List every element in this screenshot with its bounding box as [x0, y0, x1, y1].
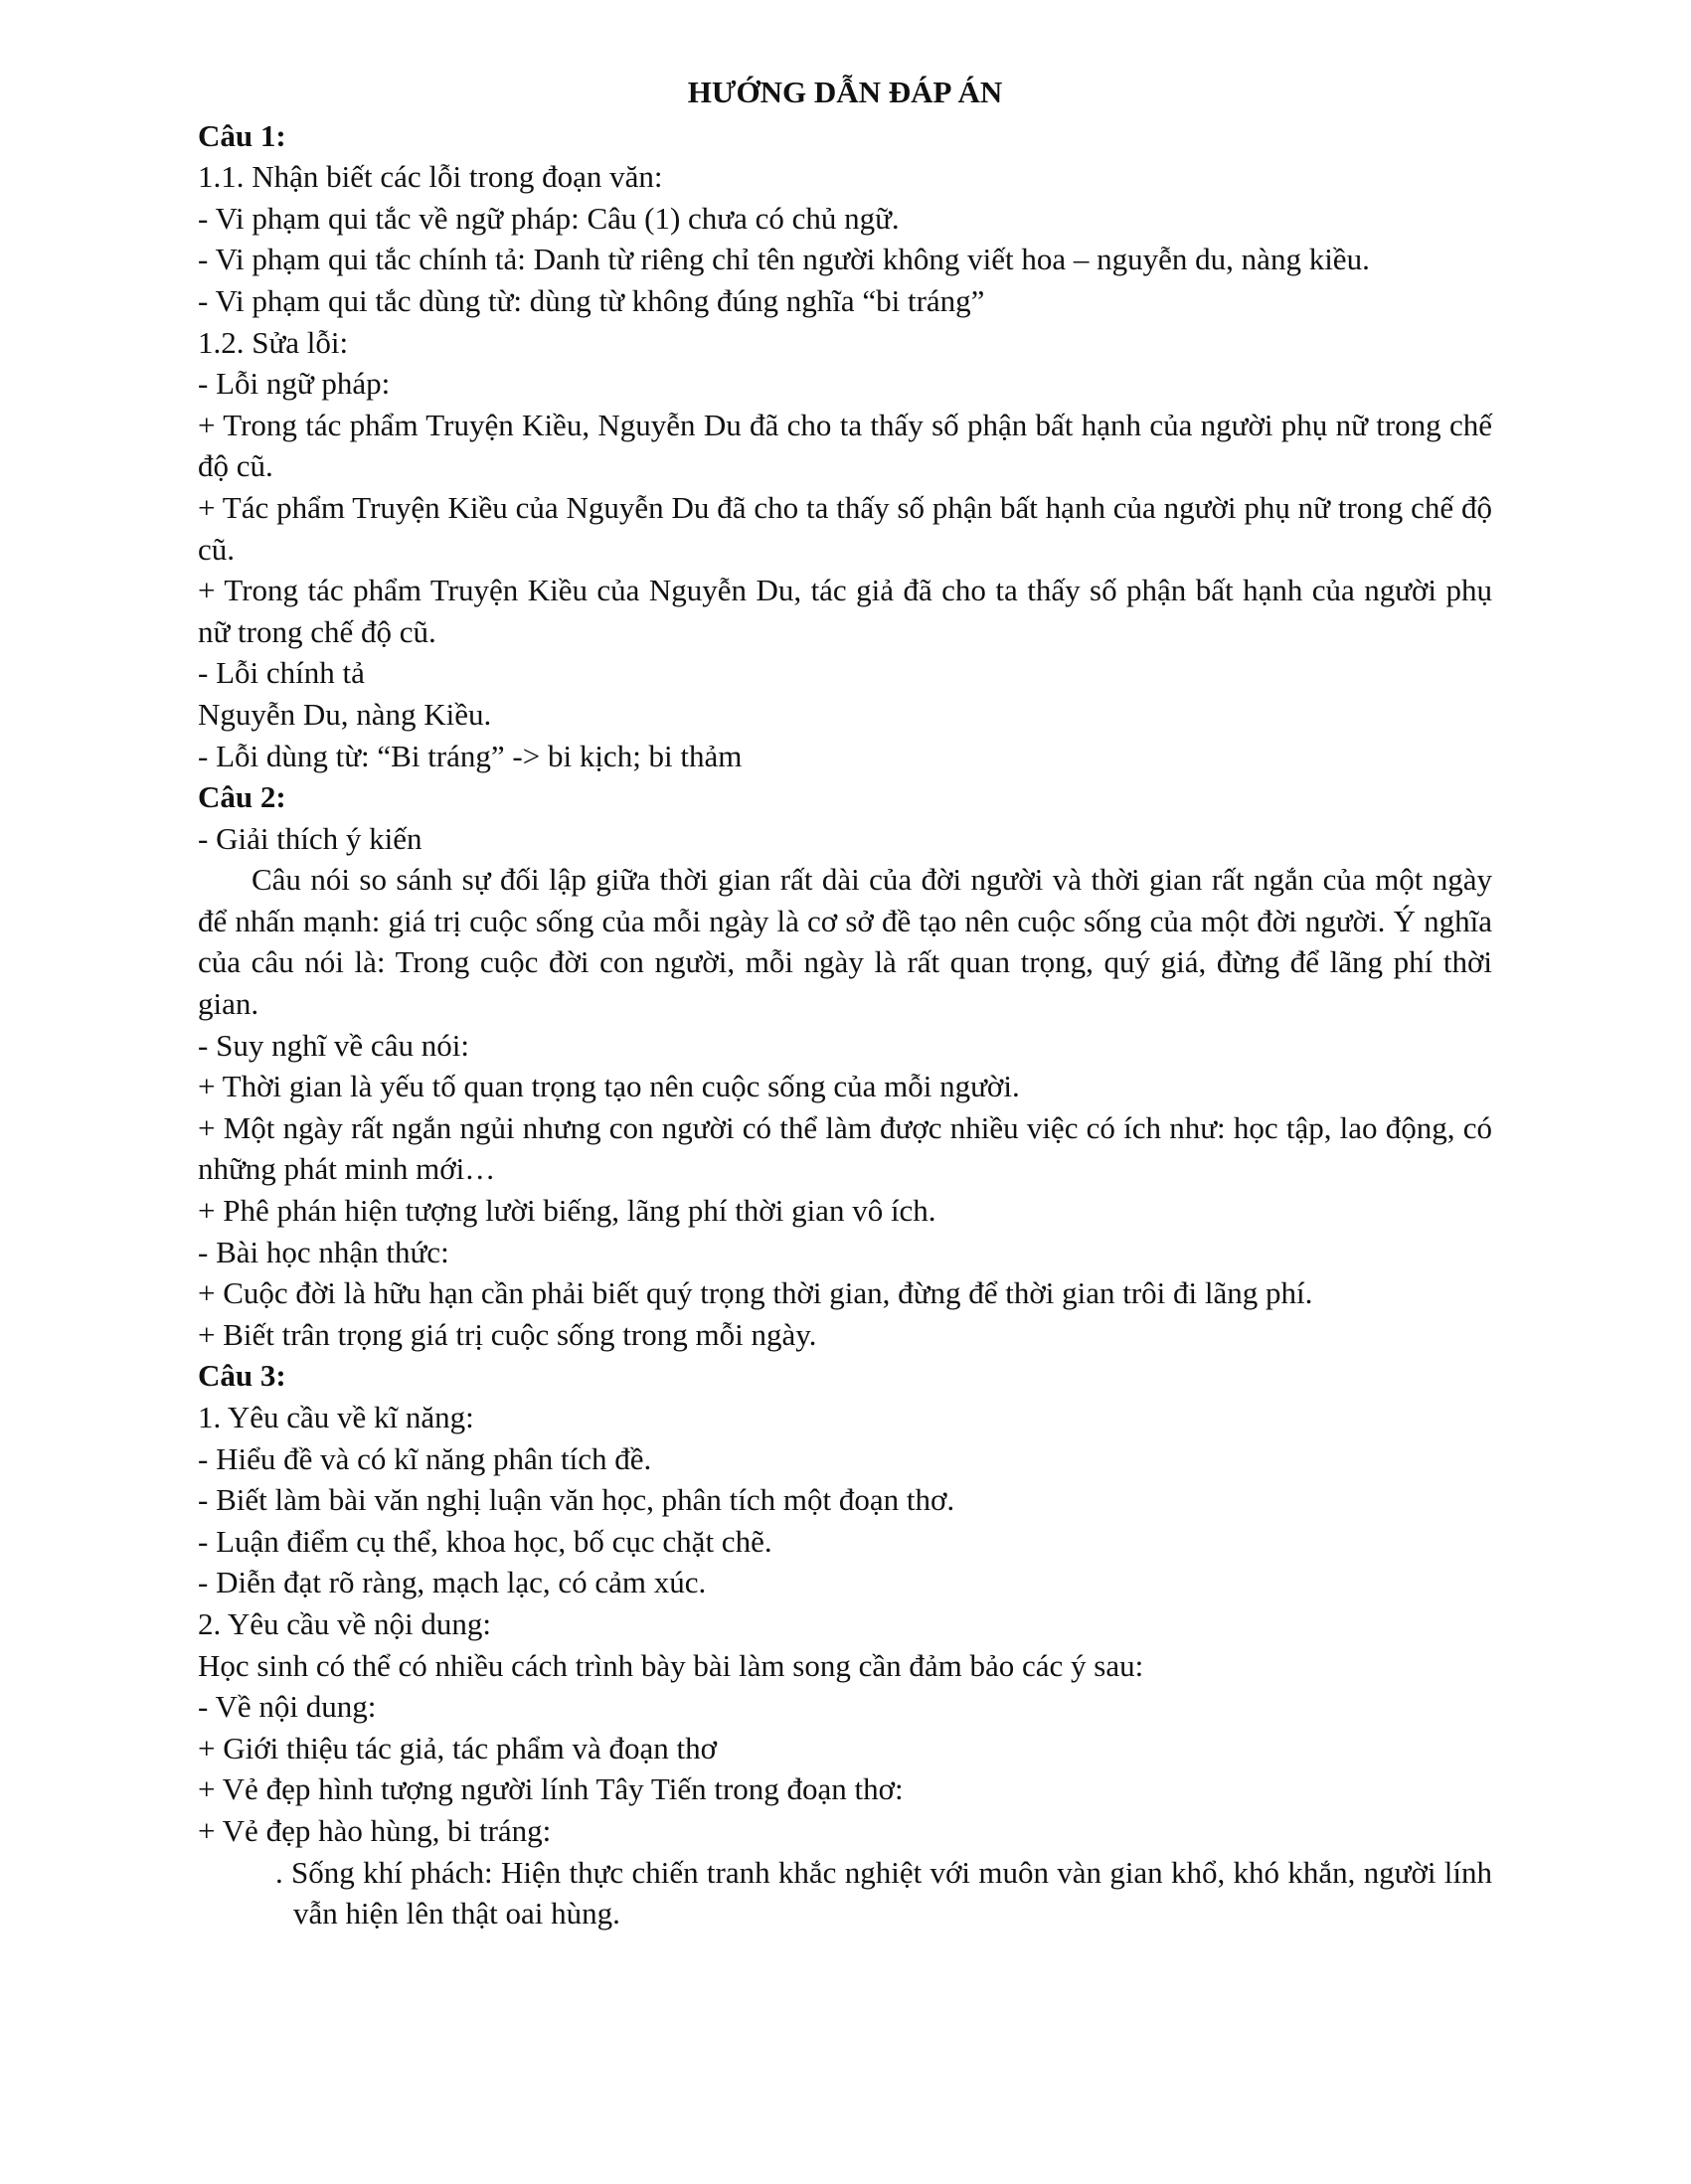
paragraph: 1.1. Nhận biết các lỗi trong đoạn văn: — [198, 159, 663, 195]
document-title: HƯỚNG DẪN ĐÁP ÁN — [687, 75, 1003, 109]
paragraph: 1.2. Sửa lỗi: — [198, 324, 349, 360]
paragraph: - Diễn đạt rõ ràng, mạch lạc, có cảm xúc. — [198, 1565, 707, 1600]
question-3-heading: Câu 3: — [198, 1358, 286, 1394]
paragraph: + Thời gian là yếu tố quan trọng tạo nên cuộc sống của mỗi người. — [198, 1069, 1020, 1104]
paragraph: + Giới thiệu tác giả, tác phẩm và đoạn thơ — [198, 1730, 718, 1765]
paragraph: + Cuộc đời là hữu hạn cần phải biết quý trọng thời gian, đừng để thời gian trôi đi lãng phí. — [198, 1275, 1313, 1311]
paragraph: Câu nói so sánh sự đối lập giữa thời gian rất dài của đời người và thời gian rất ngắn của một ngày để nhấn mạnh: giá trị cuộc sống của mỗi ngày là cơ sở đề tạo nên cuộc sống của một đời người. Ý nghĩa của câu nói là: Trong cuộc đời con người, mỗi ngày là rất quan trọng, quý giá, đừng để lãng phí thời gian. — [198, 862, 1492, 1022]
document-page — [198, 72, 1492, 1934]
paragraph: 1. Yêu cầu về kĩ năng: — [198, 1400, 474, 1434]
paragraph: - Lỗi dùng từ: “Bi tráng” -> bi kịch; bi thảm — [198, 738, 743, 773]
paragraph: - Hiểu đề và có kĩ năng phân tích đề. — [198, 1440, 652, 1476]
paragraph: + Vẻ đẹp hình tượng người lính Tây Tiến trong đoạn thơ: — [198, 1771, 904, 1807]
paragraph: - Vi phạm qui tắc chính tả: Danh từ riêng chỉ tên người không viết hoa – nguyễn du, nàng kiều. — [198, 242, 1370, 277]
paragraph: - Biết làm bài văn nghị luận văn học, phân tích một đoạn thơ. — [198, 1482, 955, 1518]
paragraph: Nguyễn Du, nàng Kiều. — [198, 696, 492, 732]
paragraph: Học sinh có thể có nhiều cách trình bày bài làm song cần đảm bảo các ý sau: — [198, 1647, 1144, 1683]
paragraph: + Phê phán hiện tượng lười biếng, lãng phí thời gian vô ích. — [198, 1193, 936, 1229]
paragraph: - Lỗi ngữ pháp: — [198, 366, 391, 402]
paragraph: - Vi phạm qui tắc về ngữ pháp: Câu (1) chưa có chủ ngữ. — [198, 200, 900, 236]
paragraph: . Sống khí phách: Hiện thực chiến tranh khắc nghiệt với muôn vàn gian khổ, khó khắn, người lính vẫn hiện lên thật oai hùng. — [275, 1854, 1492, 1932]
paragraph: 2. Yêu cầu về nội dung: — [198, 1605, 491, 1641]
paragraph: - Bài học nhận thức: — [198, 1234, 449, 1269]
paragraph: - Lỗi chính tả — [198, 655, 365, 691]
question-1-heading: Câu 1: — [198, 117, 286, 153]
paragraph: - Luận điểm cụ thể, khoa học, bố cục chặt chẽ. — [198, 1523, 772, 1559]
paragraph: - Về nội dung: — [198, 1689, 377, 1725]
paragraph: - Vi phạm qui tắc dùng từ: dùng từ không đúng nghĩa “bi tráng” — [198, 282, 985, 318]
paragraph: - Giải thích ý kiến — [198, 820, 423, 856]
paragraph: + Trong tác phẩm Truyện Kiều của Nguyễn Du, tác giả đã cho ta thấy số phận bất hạnh của người phụ nữ trong chế độ cũ. — [198, 573, 1492, 649]
question-2-heading: Câu 2: — [198, 779, 286, 815]
paragraph: + Vẻ đẹp hào hùng, bi tráng: — [198, 1812, 552, 1848]
paragraph: - Suy nghĩ về câu nói: — [198, 1027, 469, 1063]
paragraph: + Biết trân trọng giá trị cuộc sống trong mỗi ngày. — [198, 1316, 817, 1352]
paragraph: + Một ngày rất ngắn ngủi nhưng con người có thể làm được nhiều việc có ích như: học tập, lao động, có những phát minh mới… — [198, 1109, 1492, 1187]
paragraph: + Trong tác phẩm Truyện Kiều, Nguyễn Du đã cho ta thấy số phận bất hạnh của người phụ nữ trong chế độ cũ. — [198, 407, 1492, 484]
paragraph: + Tác phẩm Truyện Kiều của Nguyễn Du đã cho ta thấy số phận bất hạnh của người phụ nữ trong chế độ cũ. — [198, 489, 1492, 567]
